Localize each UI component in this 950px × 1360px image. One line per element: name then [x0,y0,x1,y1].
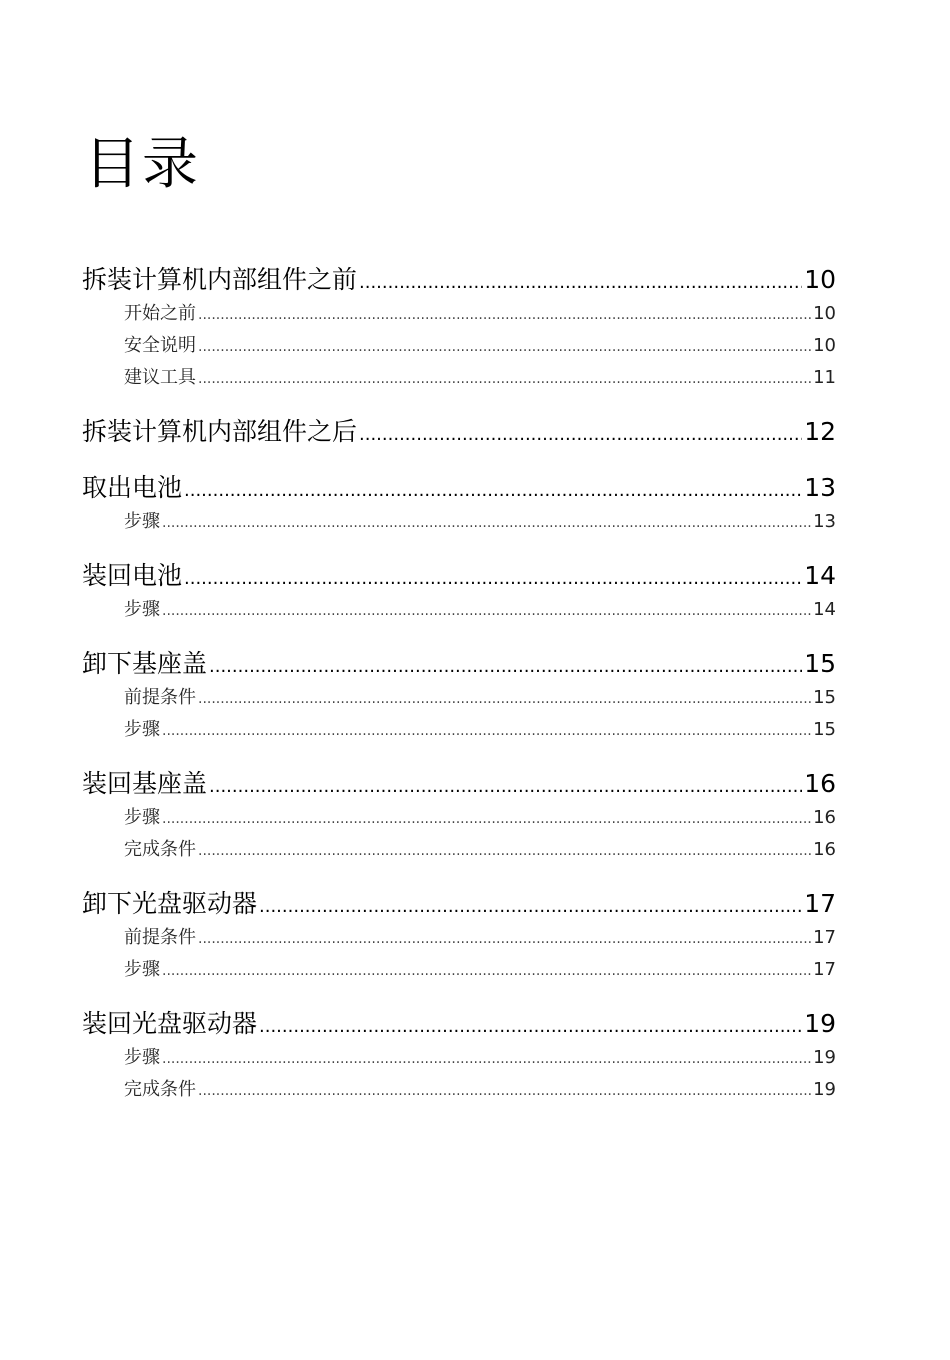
toc-entry-subsection[interactable] [82,682,836,714]
toc-section [82,1006,836,1106]
page-title: 目录 [84,132,200,197]
toc-dot-leader [162,802,811,835]
toc-entry-label: 装回基座盖 [82,769,208,798]
toc-entry-label: 拆装计算机内部组件之前 [82,265,358,294]
toc-dot-leader [184,558,802,597]
toc-page-number: 13 [813,511,836,532]
table-of-contents [82,262,836,1126]
toc-entry-label: 装回光盘驱动器 [82,1009,258,1038]
toc-entry-chapter[interactable] [82,470,836,506]
toc-section [82,646,836,746]
toc-dot-leader [162,594,811,627]
toc-page-number: 16 [813,839,836,860]
toc-dot-leader [184,470,802,509]
toc-entry-chapter[interactable] [82,646,836,682]
toc-entry-subsection[interactable] [82,298,836,330]
toc-page-number: 12 [804,417,836,446]
toc-entry-label: 步骤 [124,1047,160,1068]
toc-entry-label: 完成条件 [124,1079,196,1100]
toc-entry-label: 建议工具 [124,367,196,388]
toc-page-number: 11 [813,367,836,388]
toc-entry-label: 步骤 [124,807,160,828]
toc-page-number: 15 [804,649,836,678]
toc-entry-subsection[interactable] [82,594,836,626]
toc-entry-subsection[interactable] [82,954,836,986]
toc-page-number: 19 [813,1047,836,1068]
toc-entry-chapter[interactable] [82,262,836,298]
toc-entry-label: 步骤 [124,511,160,532]
toc-entry-label: 装回电池 [82,561,183,590]
toc-section [82,262,836,394]
toc-entry-label: 拆装计算机内部组件之后 [82,417,358,446]
toc-dot-leader [198,682,811,715]
toc-page-number: 15 [813,687,836,708]
toc-entry-label: 步骤 [124,599,160,620]
toc-entry-subsection[interactable] [82,802,836,834]
toc-entry-label: 步骤 [124,719,160,740]
toc-entry-subsection[interactable] [82,506,836,538]
toc-page-number: 10 [804,265,836,294]
toc-dot-leader [198,330,811,363]
toc-entry-label: 步骤 [124,959,160,980]
toc-section [82,470,836,538]
toc-page-number: 17 [813,927,836,948]
toc-entry-subsection[interactable] [82,714,836,746]
toc-dot-leader [162,506,811,539]
toc-entry-chapter[interactable] [82,886,836,922]
toc-dot-leader [198,298,811,331]
toc-page-number: 16 [813,807,836,828]
toc-page-number: 13 [804,473,836,502]
toc-dot-leader [162,1042,811,1075]
toc-entry-label: 开始之前 [124,303,196,324]
toc-page-number: 10 [813,335,836,356]
toc-dot-leader [209,766,802,805]
toc-entry-subsection[interactable] [82,1042,836,1074]
toc-dot-leader [162,954,811,987]
toc-entry-label: 安全说明 [124,335,196,356]
toc-dot-leader [259,886,802,925]
toc-dot-leader [209,646,802,685]
toc-dot-leader [162,714,811,747]
toc-dot-leader [198,922,811,955]
toc-entry-label: 取出电池 [82,473,183,502]
toc-entry-label: 前提条件 [124,927,196,948]
toc-dot-leader [359,414,802,453]
toc-page-number: 15 [813,719,836,740]
toc-page-number: 17 [813,959,836,980]
toc-entry-label: 卸下光盘驱动器 [82,889,258,918]
toc-dot-leader [198,834,811,867]
toc-page-number: 17 [804,889,836,918]
toc-entry-subsection[interactable] [82,1074,836,1106]
toc-section [82,766,836,866]
toc-page-number: 19 [813,1079,836,1100]
toc-entry-chapter[interactable] [82,766,836,802]
toc-entry-subsection[interactable] [82,834,836,866]
toc-entry-subsection[interactable] [82,330,836,362]
toc-section [82,558,836,626]
toc-entry-label: 完成条件 [124,839,196,860]
toc-entry-chapter[interactable] [82,414,836,450]
toc-page-number: 14 [813,599,836,620]
toc-entry-chapter[interactable] [82,558,836,594]
toc-dot-leader [259,1006,802,1045]
toc-entry-chapter[interactable] [82,1006,836,1042]
toc-page-number: 16 [804,769,836,798]
toc-dot-leader [359,262,802,301]
toc-entry-subsection[interactable] [82,362,836,394]
toc-dot-leader [198,1074,811,1107]
toc-page-number: 10 [813,303,836,324]
toc-dot-leader [198,362,811,395]
toc-page-number: 14 [804,561,836,590]
toc-entry-label: 前提条件 [124,687,196,708]
toc-section [82,414,836,450]
toc-entry-label: 卸下基座盖 [82,649,208,678]
toc-entry-subsection[interactable] [82,922,836,954]
toc-page-number: 19 [804,1009,836,1038]
toc-section [82,886,836,986]
